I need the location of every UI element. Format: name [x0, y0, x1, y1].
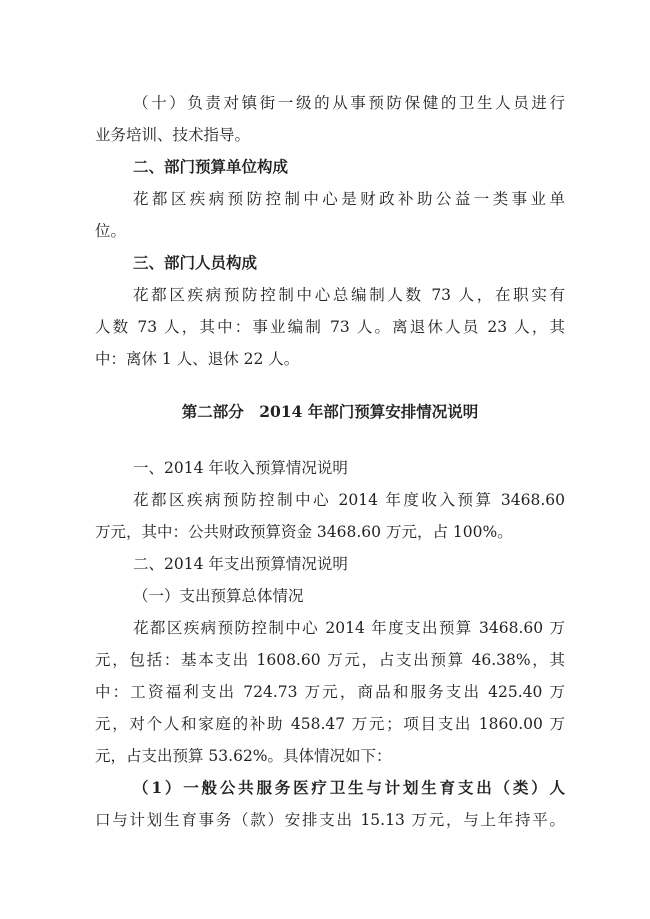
part-title: 第二部分 2014 年部门预算安排情况说明 — [181, 402, 479, 421]
paragraph-line: 花都区疾病预防控制中心是财政补助公益一类事业单 — [133, 190, 565, 208]
paragraph-line: （1）一般公共服务医疗卫生与计划生育支出（类）人 — [133, 778, 565, 797]
subsection-heading: （一）支出预算总体情况 — [133, 587, 304, 605]
paragraph-line: 人数 73 人，其中：事业编制 73 人。离退休人员 23 人，其 — [95, 318, 565, 336]
paragraph-line: 元，包括：基本支出 1608.60 万元，占支出预算 46.38%，其 — [95, 651, 565, 669]
paragraph-line: 花都区疾病预防控制中心总编制人数 73 人，在职实有 — [133, 286, 565, 304]
section-heading: 三、部门人员构成 — [133, 254, 258, 272]
paragraph-line: 口与计划生育事务（款）安排支出 15.13 万元，与上年持平。 — [95, 811, 565, 829]
paragraph-line: 元，对个人和家庭的补助 458.47 万元；项目支出 1860.00 万 — [95, 715, 565, 733]
paragraph-line: 花都区疾病预防控制中心 2014 年度支出预算 3468.60 万 — [133, 619, 565, 637]
paragraph-line: 位。 — [95, 222, 127, 240]
paragraph-line: 花都区疾病预防控制中心 2014 年度收入预算 3468.60 — [133, 491, 565, 509]
paragraph-line: 中：工资福利支出 724.73 万元，商品和服务支出 425.40 万 — [95, 683, 565, 701]
paragraph-line: 业务培训、技术指导。 — [95, 126, 251, 144]
section-heading: 二、部门预算单位构成 — [133, 158, 289, 176]
paragraph-line: 中：离休 1 人、退休 22 人。 — [95, 350, 300, 368]
section-heading: 一、2014 年收入预算情况说明 — [133, 459, 348, 477]
paragraph-line: 万元，其中：公共财政预算资金 3468.60 万元，占 100%。 — [95, 523, 513, 541]
paragraph-line: （十）负责对镇街一级的从事预防保健的卫生人员进行 — [133, 94, 565, 112]
section-heading: 二、2014 年支出预算情况说明 — [133, 555, 348, 573]
paragraph-line: 元，占支出预算 53.62%。具体情况如下： — [95, 747, 392, 765]
